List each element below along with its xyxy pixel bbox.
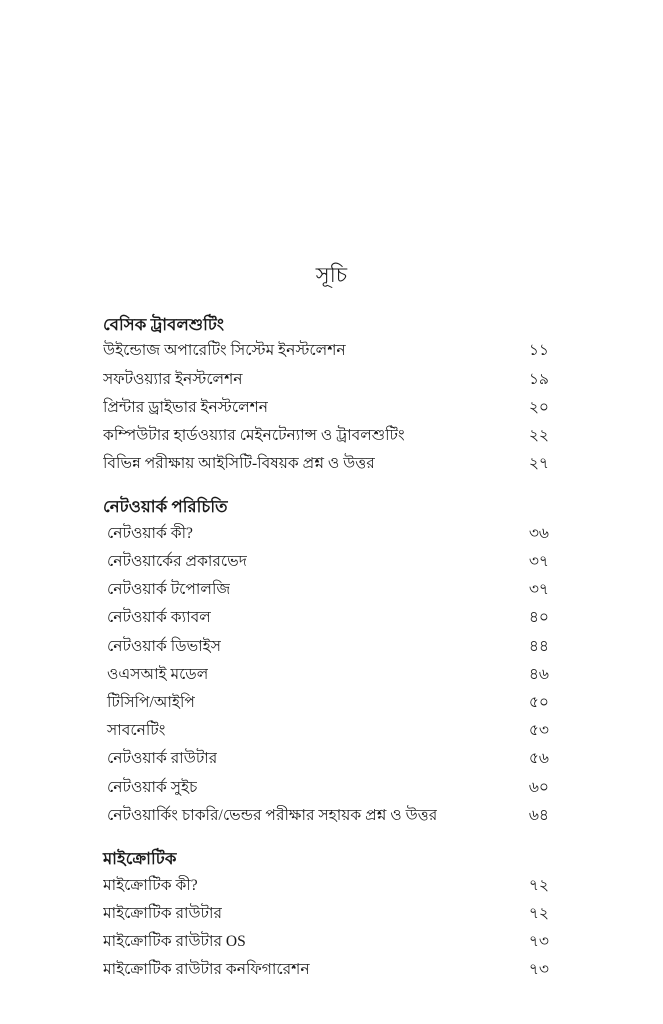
toc-entry-page-number: ৪০ — [528, 609, 549, 627]
toc-entry-label: বিভিন্ন পরীক্ষায় আইসিটি-বিষয়ক প্রশ্ন ও উত্তর — [103, 455, 375, 473]
toc-entry-page-number: ৭২ — [528, 904, 549, 922]
toc-entry-page-number: ৩৭ — [528, 581, 549, 599]
toc-section — [103, 495, 549, 830]
toc-entry[interactable] — [103, 576, 549, 604]
section-heading: মাইক্রোটিক — [103, 849, 177, 869]
toc-entry-page-number: ২২ — [528, 427, 549, 445]
toc-entry-page-number: ৫০ — [528, 694, 549, 712]
toc-entry[interactable] — [103, 633, 549, 661]
toc-section — [103, 847, 549, 984]
section-heading: বেসিক ট্রাবলশুটিং — [103, 315, 225, 334]
toc-entry-label: মাইক্রোটিক কী? — [103, 876, 198, 894]
toc-entry[interactable] — [103, 956, 549, 984]
toc-entry[interactable] — [103, 900, 549, 928]
toc-entry[interactable] — [103, 548, 549, 576]
toc-entry-page-number: ৬০ — [528, 778, 549, 796]
toc-entry-page-number: ৩৬ — [528, 524, 549, 542]
toc-entry-page-number: ৭২ — [528, 876, 549, 894]
toc-entry-label: সফটওয়্যার ইনস্টলেশন — [103, 370, 243, 388]
toc-entry-label: নেট‌ওয়ার্ক ক্যাবল — [107, 609, 211, 627]
toc-entry[interactable] — [103, 520, 549, 548]
toc-entry-page-number: ২০ — [528, 398, 549, 416]
toc-entry-list — [103, 520, 549, 830]
toc-entry-page-number: ৫৬ — [528, 750, 549, 768]
toc-entry-label: নেট‌ওয়ার্ক রাউটার — [107, 750, 218, 768]
toc-entry-page-number: ৩৭ — [528, 553, 549, 571]
toc-entry[interactable] — [103, 774, 549, 802]
toc-entry-label: মাইক্রোটিক রাউটার OS — [103, 932, 246, 950]
toc-entry-page-number: ২৭ — [528, 455, 549, 473]
toc-entry[interactable] — [103, 745, 549, 773]
table-of-contents — [103, 313, 549, 984]
toc-entry-page-number: ৬৪ — [528, 806, 549, 824]
toc-entry-page-number: ৭৩ — [528, 961, 549, 979]
toc-entry[interactable] — [103, 802, 549, 830]
toc-entry-label: প্রিন্টার ড্রাইভার ইনস্টলেশন — [103, 398, 269, 416]
toc-entry-page-number: ১১ — [528, 342, 549, 360]
page-title: সূচি — [315, 263, 348, 287]
toc-entry-label: কম্পিউটার হার্ডওয়্যার মেইনটেন্যান্স ও ট্রাবলশুটিং — [103, 427, 405, 445]
toc-entry-label: নেট‌ওয়ার্কিং চাকরি/ভেন্ডর পরীক্ষার সহায়ক প্রশ্ন ও উত্তর — [107, 806, 438, 824]
toc-entry-label: নেট‌ওয়ার্ক টপোলজি — [107, 581, 231, 599]
toc-entry-label: নেট‌ওয়ার্কের প্রকারভেদ — [107, 553, 247, 571]
toc-entry[interactable] — [103, 366, 549, 394]
toc-entry-label: ওএসআই মডেল — [107, 665, 209, 683]
toc-entry-label: সাবনেটিং — [107, 722, 166, 740]
toc-section — [103, 313, 549, 478]
toc-entry-list — [103, 872, 549, 985]
toc-entry[interactable] — [103, 604, 549, 632]
toc-entry-label: নেট‌ওয়ার্ক সুইচ — [107, 778, 198, 796]
toc-entry-page-number: ৫৩ — [528, 722, 549, 740]
toc-entry-list — [103, 337, 549, 478]
toc-entry[interactable] — [103, 872, 549, 900]
toc-entry-page-number: ১৯ — [528, 370, 549, 388]
toc-entry-label: নেট‌ওয়ার্ক কী? — [107, 524, 193, 542]
toc-entry-page-number: ৭৩ — [528, 932, 549, 950]
toc-entry[interactable] — [103, 661, 549, 689]
toc-entry[interactable] — [103, 394, 549, 422]
toc-entry[interactable] — [103, 928, 549, 956]
toc-entry-label: উইন্ডোজ অপারেটিং সিস্টেম ইনস্টলেশন — [103, 342, 346, 360]
toc-entry[interactable] — [103, 450, 549, 478]
section-heading: নেটওয়ার্ক পরিচিতি — [103, 497, 228, 517]
toc-entry-label: টিসিপি/আইপি — [107, 694, 195, 712]
toc-entry[interactable] — [103, 717, 549, 745]
toc-entry[interactable] — [103, 689, 549, 717]
toc-entry-page-number: ৪৪ — [528, 637, 549, 655]
toc-entry[interactable] — [103, 422, 549, 450]
toc-entry[interactable] — [103, 337, 549, 365]
toc-entry-label: মাইক্রোটিক রাউটার কনফিগারেশন — [103, 961, 310, 979]
toc-entry-page-number: ৪৬ — [528, 665, 549, 683]
toc-entry-label: নেট‌ওয়ার্ক ডিভাইস — [107, 637, 221, 655]
toc-entry-label: মাইক্রোটিক রাউটার — [103, 904, 223, 922]
